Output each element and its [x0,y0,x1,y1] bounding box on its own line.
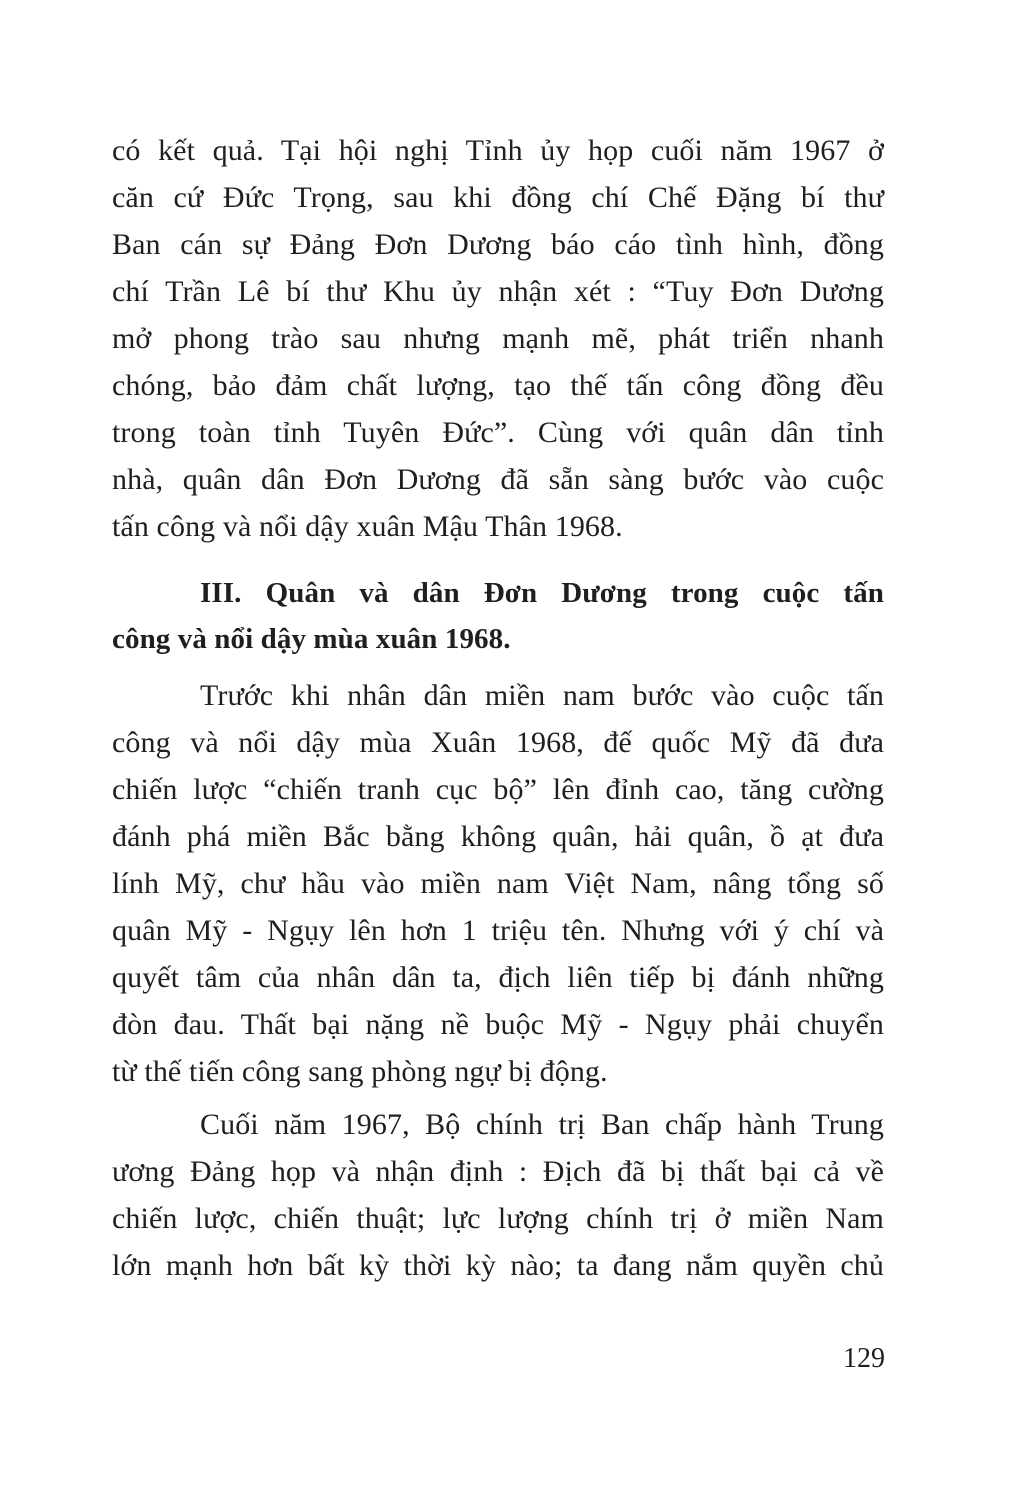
text-line: công và nổi dậy mùa Xuân 1968, đế quốc Mỹ đã đưa [112,726,884,759]
section-heading [112,570,884,662]
paragraph-2 [112,672,884,1095]
heading-line: công và nổi dậy mùa xuân 1968. [112,623,511,655]
text-line: quân Mỹ - Ngụy lên hơn 1 triệu tên. Nhưng với ý chí và [112,914,884,947]
text-line: chóng, bảo đảm chất lượng, tạo thế tấn công đồng đều [112,369,884,402]
text-line: trong toàn tỉnh Tuyên Đức”. Cùng với quân dân tỉnh [112,416,884,449]
text-line: lính Mỹ, chư hầu vào miền nam Việt Nam, nâng tổng số [112,867,884,900]
text-line: chiến lược, chiến thuật; lực lượng chính trị ở miền Nam [112,1202,884,1235]
text-line: Cuối năm 1967, Bộ chính trị Ban chấp hành Trung [200,1108,884,1141]
text-line: căn cứ Đức Trọng, sau khi đồng chí Chế Đặng bí thư [112,181,884,214]
text-line: chí Trần Lê bí thư Khu ủy nhận xét : “Tuy Đơn Dương [112,275,884,308]
page-number: 129 [843,1343,885,1374]
text-line: lớn mạnh hơn bất kỳ thời kỳ nào; ta đang nắm quyền chủ [112,1249,884,1282]
text-line: đòn đau. Thất bại nặng nề buộc Mỹ - Ngụy phải chuyển [112,1008,884,1041]
text-line: đánh phá miền Bắc bằng không quân, hải quân, ồ ạt đưa [112,820,884,853]
text-line: nhà, quân dân Đơn Dương đã sẵn sàng bước vào cuộc [112,463,884,496]
paragraph-1 [112,127,884,550]
text-line: mở phong trào sau nhưng mạnh mẽ, phát triển nhanh [112,322,884,355]
text-line: ương Đảng họp và nhận định : Địch đã bị thất bại cả về [112,1155,884,1188]
heading-line: III. Quân và dân Đơn Dương trong cuộc tấn [200,577,884,609]
paragraph-3 [112,1101,884,1289]
text-line: từ thế tiến công sang phòng ngự bị động. [112,1055,608,1088]
text-line: quyết tâm của nhân dân ta, địch liên tiếp bị đánh những [112,961,884,994]
text-line: Trước khi nhân dân miền nam bước vào cuộc tấn [200,679,884,712]
text-line: tấn công và nổi dậy xuân Mậu Thân 1968. [112,510,623,543]
text-line: có kết quả. Tại hội nghị Tỉnh ủy họp cuối năm 1967 ở [112,134,884,167]
text-line: chiến lược “chiến tranh cục bộ” lên đỉnh cao, tăng cường [112,773,884,806]
text-line: Ban cán sự Đảng Đơn Dương báo cáo tình hình, đồng [112,228,884,261]
